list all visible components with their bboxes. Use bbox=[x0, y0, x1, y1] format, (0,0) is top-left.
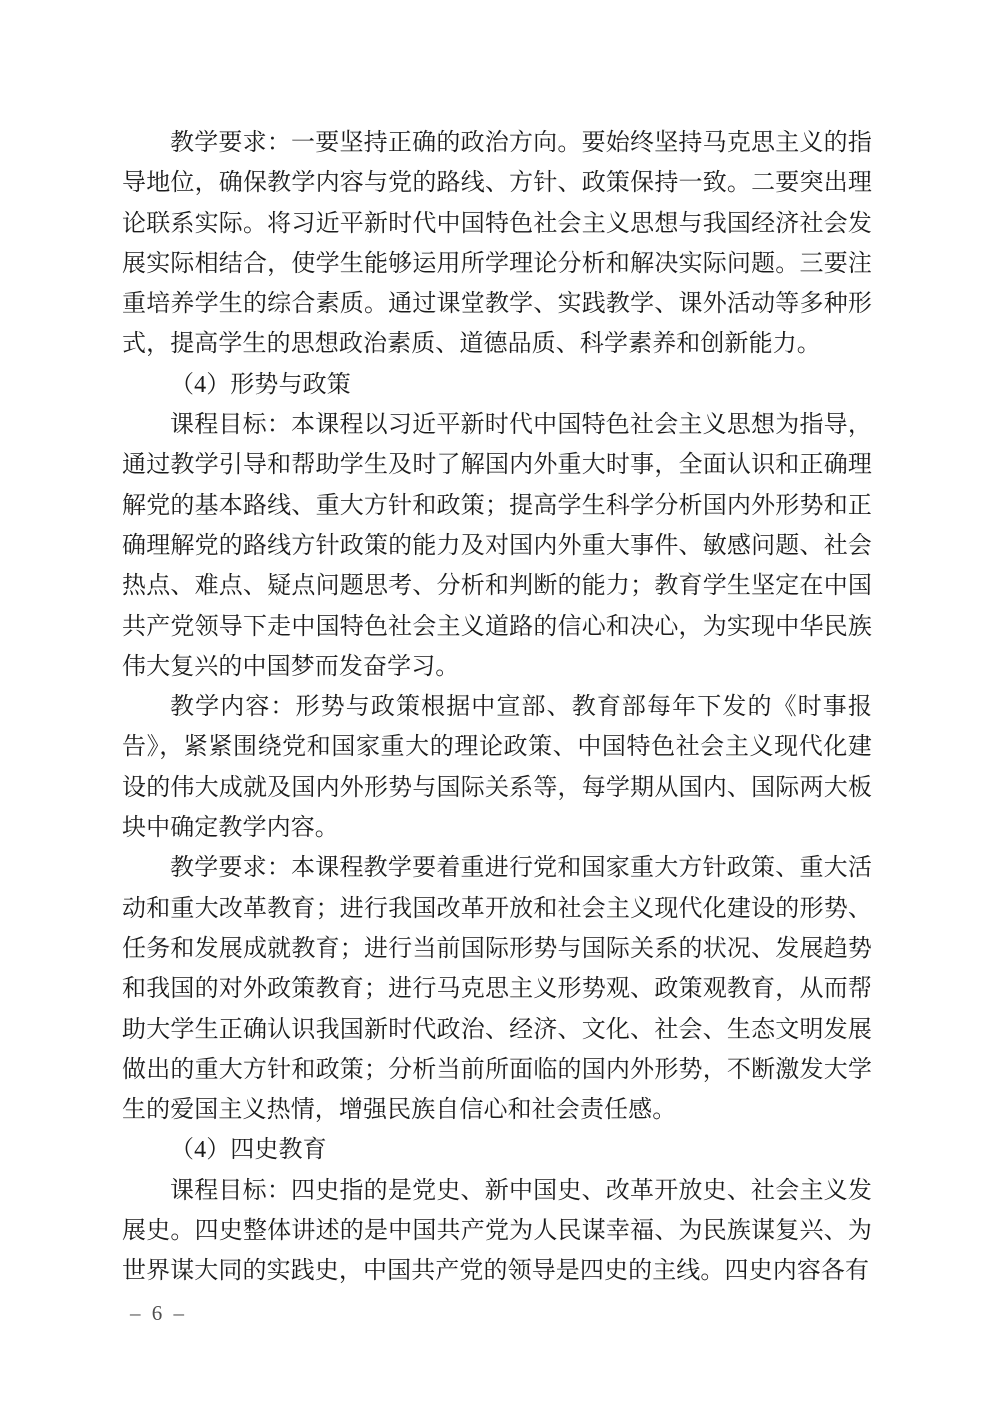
body-paragraph: 课程目标：四史指的是党史、新中国史、改革开放史、社会主义发展史。四史整体讲述的是中国共产党为人民谋幸福、为民族谋复兴、为世界谋大同的实践史，中国共产党的领导是四史的主线。四史内容各有 bbox=[122, 1177, 872, 1285]
body-paragraph: 教学要求：一要坚持正确的政治方向。要始终坚持马克思主义的指导地位，确保教学内容与党的路线、方针、政策保持一致。二要突出理论联系实际。将习近平新时代中国特色社会主义思想与我国经济社会发展实际相结合，使学生能够运用所学理论分析和解决实际问题。三要注重培养学生的综合素质。通过课堂教学、实践教学、课外活动等多种形式，提高学生的思想政治素质、道德品质、科学素养和创新能力。 bbox=[122, 130, 872, 358]
body-paragraph: 教学要求：本课程教学要着重进行党和国家重大方针政策、重大活动和重大改革教育；进行我国改革开放和社会主义现代化建设的形势、任务和发展成就教育；进行当前国际形势与国际关系的状况、发展趋势和我国的对外政策教育；进行马克思主义形势观、政策观教育，从而帮助大学生正确认识我国新时代政治、经济、文化、社会、生态文明发展做出的重大方针和政策；分析当前所面临的国内外形势，不断激发大学生的爱国主义热情，增强民族自信心和社会责任感。 bbox=[122, 855, 872, 1124]
body-paragraph: 课程目标：本课程以习近平新时代中国特色社会主义思想为指导，通过教学引导和帮助学生及时了解国内外重大时事，全面认识和正确理解党的基本路线、重大方针和政策；提高学生科学分析国内外形势和正确理解党的路线方针政策的能力及对国内外重大事件、敏感问题、社会热点、难点、疑点问题思考、分析和判断的能力；教育学生坚定在中国共产党领导下走中国特色社会主义道路的信心和决心，为实现中华民族伟大复兴的中国梦而发奋学习。 bbox=[122, 412, 872, 680]
section-heading: （4）四史教育 bbox=[170, 1137, 327, 1164]
body-paragraph: 教学内容：形势与政策根据中宣部、教育部每年下发的《时事报告》，紧紧围绕党和国家重大的理论政策、中国特色社会主义现代化建设的伟大成就及国内外形势与国际关系等，每学期从国内、国际两大板块中确定教学内容。 bbox=[122, 694, 872, 842]
section-heading: （4）形势与政策 bbox=[170, 371, 351, 398]
document-body bbox=[122, 123, 872, 1292]
page-number: – 6 – bbox=[130, 1301, 187, 1325]
